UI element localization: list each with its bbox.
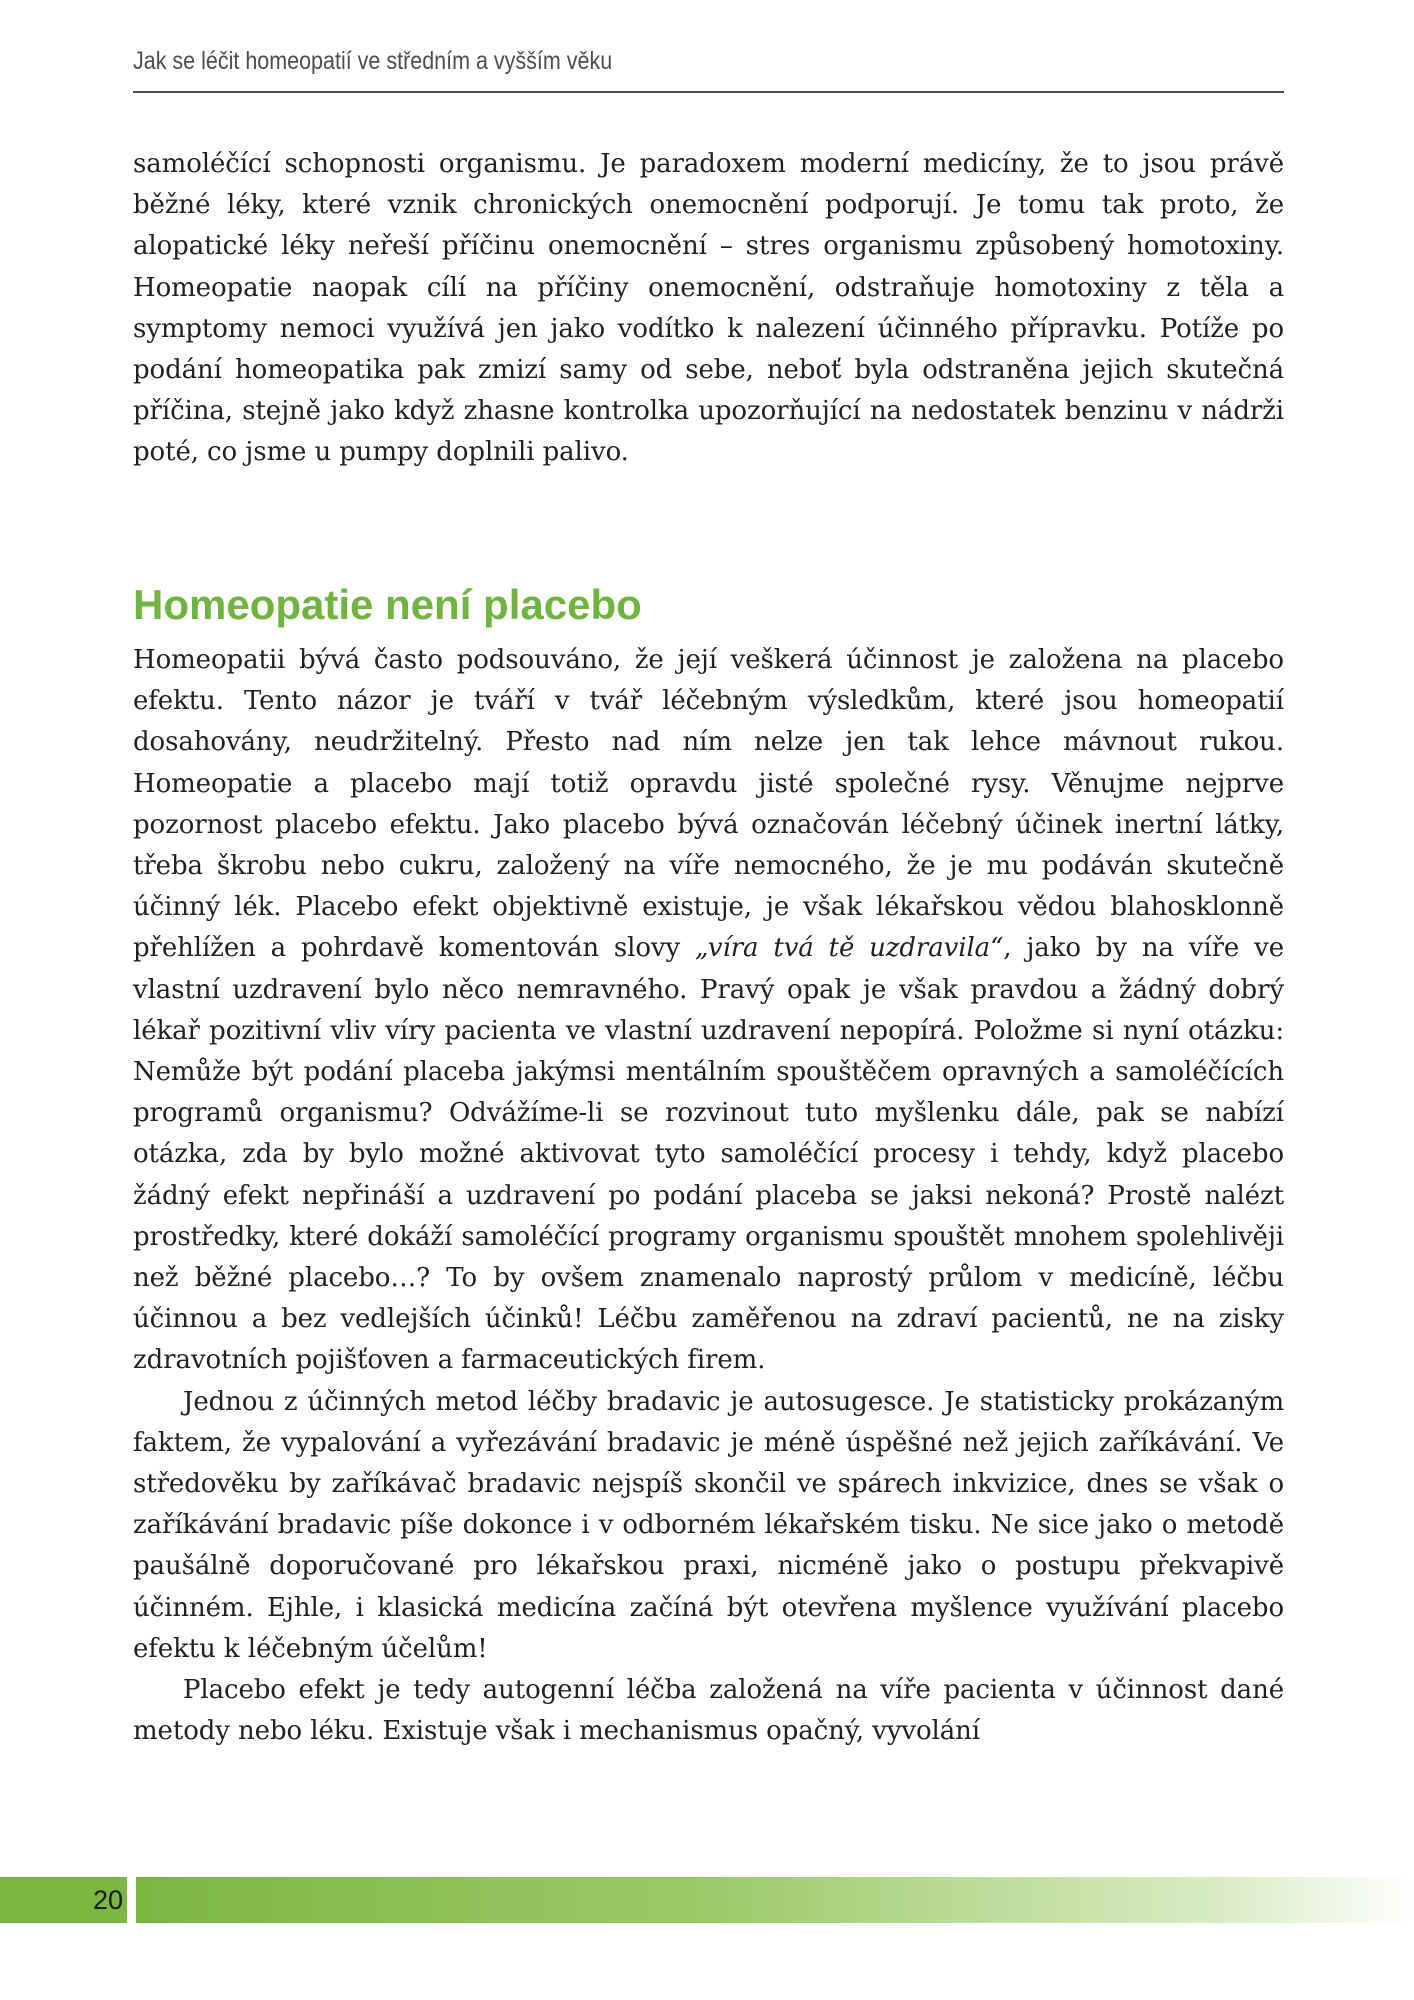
page-number: 20 (92, 1885, 123, 1915)
page-header (133, 47, 1284, 93)
running-title: Jak se léčit homeopatií ve středním a vyšším věku (133, 47, 613, 75)
intro-paragraph: samoléčící schopnosti organismu. Je paradoxem moderní medicíny, že to jsou právě běžné léky, které vznik chronických onemocnění podporují. Je tomu tak proto, že alopatické léky neřeší příčinu onemocnění – stres organismu způsobený homotoxiny. Homeopatie naopak cílí na příčiny onemocnění, odstraňuje homotoxiny z těla a symptomy nemoci využívá jen jako vodítko k nalezení účinného přípravku. Potíže po podání homeopatika pak zmizí samy od sebe, neboť byla odstraněna jejich skutečná příčina, stejně jako když zhasne kontrolka upozorňující na nedostatek benzinu v nádrži poté, co jsme u pumpy doplnili palivo. (133, 149, 1284, 468)
page-number-box (0, 1877, 127, 1923)
section-heading: Homeopatie není placebo (133, 581, 642, 628)
paragraph-1-end: , jako by na víře ve vlastní uzdravení bylo něco nemravného. Pravý opak je však pravdou a žádný dobrý lékař pozitivní vliv víry pacienta ve vlastní uzdravení nepopírá. Položme si nyní otázku: Nemůže být podání placeba jakýmsi mentálním spouštěčem opravných a samoléčících programů organismu? Odvážíme-li se rozvinout tuto myšlenku dále, pak se nabízí otázka, zda by bylo možné aktivovat tyto samoléčící procesy i tehdy, když placebo žádný efekt nepřináší a uzdravení po podání placeba se jaksi nekoná? Prostě nalézt prostředky, které dokáží samoléčící programy organismu spouštět mnohem spolehlivěji než běžné placebo…? To by ovšem znamenalo naprostý průlom v medicíně, léčbu účinnou a bez vedlejších účinků! Léčbu zaměřenou na zdraví pacientů, ne na zisky zdravotních pojišťoven a farmaceutických firem. (133, 933, 1284, 1376)
paragraph-1 (133, 640, 1284, 1382)
intro-text (133, 144, 1284, 474)
page-footer (0, 1877, 1414, 1923)
quote: „víra tvá tě uzdravila“ (695, 933, 1004, 964)
footer-gradient-bar (136, 1877, 1414, 1923)
section-body (133, 640, 1284, 1752)
paragraph-2: Jednou z účinných metod léčby bradavic je autosugesce. Je statisticky prokázaným faktem, že vypalování a vyřezávání bradavic je méně úspěšné než jejich zaříkávání. Ve středověku by zaříkávač bradavic nejspíš skončil ve spárech inkvizice, dnes se však o zaříkávání bradavic píše dokonce i v odborném lékařském tisku. Ne sice jako o metodě paušálně doporučované pro lékařskou praxi, nicméně jako o postupu překvapivě účinném. Ejhle, i klasická medicína začíná být otevřena myšlence využívání placebo efektu k léčebným účelům! (133, 1386, 1284, 1664)
paragraph-3: Placebo efekt je tedy autogenní léčba založená na víře pacienta v účinnost dané metody nebo léku. Existuje však i mechanismus opačný, vyvolání (133, 1675, 1284, 1747)
paragraph-1-start: Homeopatii bývá často podsouváno, že její veškerá účinnost je založena na placebo efektu. Tento názor je tváří v tvář léčebným výsledkům, které jsou homeopatií dosahovány, neudržitelný. Přesto nad ním nelze jen tak lehce mávnout rukou. Homeopatie a placebo mají totiž opravdu jisté společné rysy. Věnujme nejprve pozornost placebo efektu. Jako placebo bývá označován léčebný účinek inertní látky, třeba škrobu nebo cukru, založený na víře nemocného, že je mu podáván skutečně účinný lék. Placebo efekt objektivně existuje, je však lékařskou vědou blahosklonně přehlížen a pohrdavě komentován slovy (133, 645, 1284, 964)
